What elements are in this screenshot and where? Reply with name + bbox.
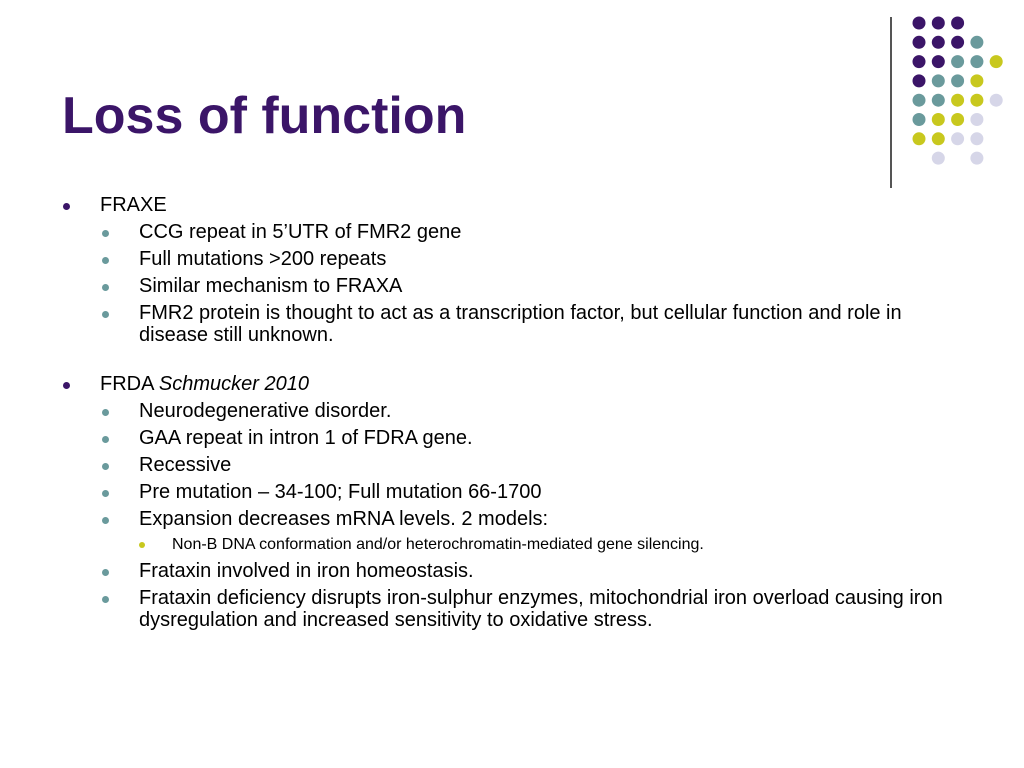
decorative-dot	[970, 55, 983, 68]
decorative-dot	[932, 152, 945, 165]
bullet-dot-icon	[102, 463, 109, 470]
subbullet-text: Frataxin involved in iron homeostasis.	[139, 560, 474, 582]
decorative-dot	[913, 55, 926, 68]
decorative-dot	[970, 152, 983, 165]
decorative-dot	[990, 94, 1003, 107]
vertical-divider-line	[890, 17, 892, 188]
decorative-dot	[913, 132, 926, 145]
decorative-dot	[970, 132, 983, 145]
subbullet-item	[60, 400, 960, 422]
bullet-dot-icon	[102, 230, 109, 237]
subbullet-text: Pre mutation – 34-100; Full mutation 66-1700	[139, 481, 542, 503]
subbullet-item	[60, 221, 960, 243]
bullet-dot-icon	[102, 436, 109, 443]
bullet-dot-icon	[102, 284, 109, 291]
decorative-dot	[932, 94, 945, 107]
decorative-dot	[951, 132, 964, 145]
decorative-dot	[970, 94, 983, 107]
subbullet-item	[60, 560, 960, 582]
subbullet-text: GAA repeat in intron 1 of FDRA gene.	[139, 427, 473, 449]
decorative-dot	[932, 132, 945, 145]
decorative-dot	[913, 17, 926, 30]
subbullet-item	[60, 248, 960, 270]
subbullet-text: Frataxin deficiency disrupts iron-sulphur enzymes, mitochondrial iron overload causing iron dysregulation and increased sensitivity to oxidative stress.	[139, 587, 943, 631]
subbullet-text: Similar mechanism to FRAXA	[139, 275, 403, 297]
decorative-dot	[913, 113, 926, 126]
decorative-dot	[932, 17, 945, 30]
decorative-dot	[913, 94, 926, 107]
decorative-dot	[951, 94, 964, 107]
subbullet-item	[60, 427, 960, 449]
subbullet-item	[60, 454, 960, 476]
decorative-dot	[990, 55, 1003, 68]
decorative-dot	[932, 113, 945, 126]
slide-body	[60, 194, 960, 636]
subbullet-item	[60, 587, 960, 631]
subbullet-item	[60, 481, 960, 503]
decorative-dot	[970, 113, 983, 126]
decorative-dot	[951, 113, 964, 126]
bullet-frda-citation: Schmucker 2010	[158, 373, 309, 395]
subbullet-text: FMR2 protein is thought to act as a transcription factor, but cellular function and role in disease still unknown.	[139, 302, 902, 346]
subbullet-text: Full mutations >200 repeats	[139, 248, 387, 270]
decorative-dot	[951, 17, 964, 30]
subbullet-item	[60, 508, 960, 530]
subsubbullet-item	[60, 535, 960, 555]
bullet-dot-icon	[102, 409, 109, 416]
decorative-dot	[913, 36, 926, 49]
subbullet-text: Recessive	[139, 454, 232, 476]
subbullet-text: CCG repeat in 5’UTR of FMR2 gene	[139, 221, 462, 243]
bullet-frda-label: FRDA	[100, 373, 154, 395]
bullet-dot-icon	[102, 569, 109, 576]
decorative-dot	[932, 55, 945, 68]
decorative-dot	[951, 55, 964, 68]
bullet-dot-icon	[102, 257, 109, 264]
bullet-dot-icon	[102, 596, 109, 603]
decorative-dot	[932, 36, 945, 49]
subbullet-text: Expansion decreases mRNA levels. 2 models:	[139, 508, 549, 530]
bullet-fraxe-label: FRAXE	[100, 194, 167, 216]
decorative-dot	[951, 36, 964, 49]
slide-title: Loss of function	[62, 87, 467, 145]
subbullet-item	[60, 302, 960, 346]
subbullet-item	[60, 275, 960, 297]
decorative-dot	[932, 74, 945, 87]
bullet-dot-icon	[102, 311, 109, 318]
decorative-dot	[951, 74, 964, 87]
bullet-fraxe	[60, 194, 960, 216]
bullet-dot-icon	[63, 203, 70, 210]
bullet-dot-icon	[102, 490, 109, 497]
subsubbullet-text: Non-B DNA conformation and/or heterochromatin-mediated gene silencing.	[172, 536, 704, 553]
section-spacer	[60, 351, 960, 373]
decorative-dot	[913, 74, 926, 87]
subbullet-text: Neurodegenerative disorder.	[139, 400, 392, 422]
decorative-dot	[970, 74, 983, 87]
bullet-dot-icon	[102, 517, 109, 524]
bullet-dot-icon	[139, 542, 145, 548]
bullet-frda	[60, 373, 960, 395]
decorative-dot	[970, 36, 983, 49]
bullet-dot-icon	[63, 382, 70, 389]
